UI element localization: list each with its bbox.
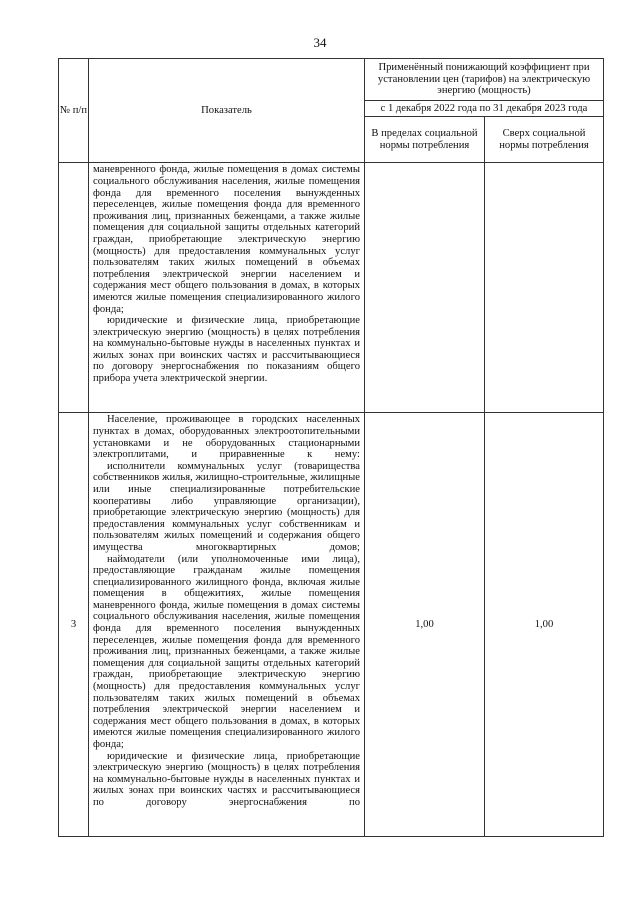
header-period: с 1 декабря 2022 года по 31 декабря 2023 года [365,100,604,117]
within-norm-value [365,163,485,413]
table-row [59,163,604,413]
paragraph: исполнители коммунальных услуг (товарищества собственников жилья, жилищно-строительные, жилищные или иные специализированные потребительские кооперативы либо управляющие организации), приобретающие электрическую энергию (мощность) для предоставления коммунальных услуг собственникам и пользователям жилых помещений и содержания общего имущества многоквартирных домов; [93,460,360,553]
paragraph: наймодатели (или уполномоченные ими лица), предоставляющие гражданам жилые помещения специализированного жилищного фонда, включая жилые помещения в общежитиях, жилые помещения маневренного фонда, жилые помещения в домах системы социального обслуживания населения, жилые помещения фонда для временного поселения вынужденных переселенцев, жилые помещения фонда для временного проживания лиц, признанных беженцами, а также жилые помещения для социальной защиты отдельных категорий граждан, приобретающие электрическую энергию (мощность) для предоставления коммунальных услуг пользователям таких жилых помещений в объемах потребления электрической энергии населением и содержания мест общего пользования в домах, в которых имеются жилые помещения специализированного жилого фонда; [93,553,360,750]
header-above-norm: Сверх социальной нормы потребления [485,117,604,163]
above-norm-value [485,163,604,413]
page-number: 34 [313,35,327,50]
table-row [59,413,604,837]
indicator-cell [89,163,365,413]
header-num: № п/п [59,59,89,163]
header-row-1 [59,59,604,101]
header-coefficient: Применённый понижающий коэффициент при установлении цен (тарифов) на электрическую энергию (мощность) [365,59,604,101]
row-number [59,163,89,413]
indicator-cell [89,413,365,837]
paragraph: юридические и физические лица, приобретающие электрическую энергию (мощность) в целях потребления на коммунально-бытовые нужды в населенных пунктах и жилых зонах при воинских частях и рассчитывающиеся по договору энергоснабжения по показаниям общего прибора учета электрической энергии. [93,315,360,385]
tariff-table [58,58,604,837]
header-indicator: Показатель [89,59,365,163]
above-norm-value: 1,00 [485,413,604,837]
paragraph: Население, проживающее в городских населенных пунктах в домах, оборудованных электроотопительными установками и не оборудованных стационарными электроплитами, и приравненные к нему: [93,414,360,461]
paragraph: маневренного фонда, жилые помещения в домах системы социального обслуживания населения, жилые помещения фонда для временного поселения вынужденных переселенцев, жилые помещения фонда для временного проживания лиц, признанных беженцами, а также жилые помещения для социальной защиты отдельных категорий граждан, приобретающие электрическую энергию (мощность) для предоставления коммунальных услуг пользователям таких жилых помещений в объемах потребления электрической энергии населением и содержания мест общего пользования в домах, в которых имеются жилые помещения специализированного жилого фонда; [93,164,360,315]
row-number: 3 [59,413,89,837]
header-within-norm: В пределах социальной нормы потребления [365,117,485,163]
within-norm-value: 1,00 [365,413,485,837]
paragraph: юридические и физические лица, приобретающие электрическую энергию (мощность) в целях потребления на коммунально-бытовые нужды в населенных пунктах и жилых зонах при воинских частях и рассчитывающиеся по договору энергоснабжения по [93,750,360,808]
